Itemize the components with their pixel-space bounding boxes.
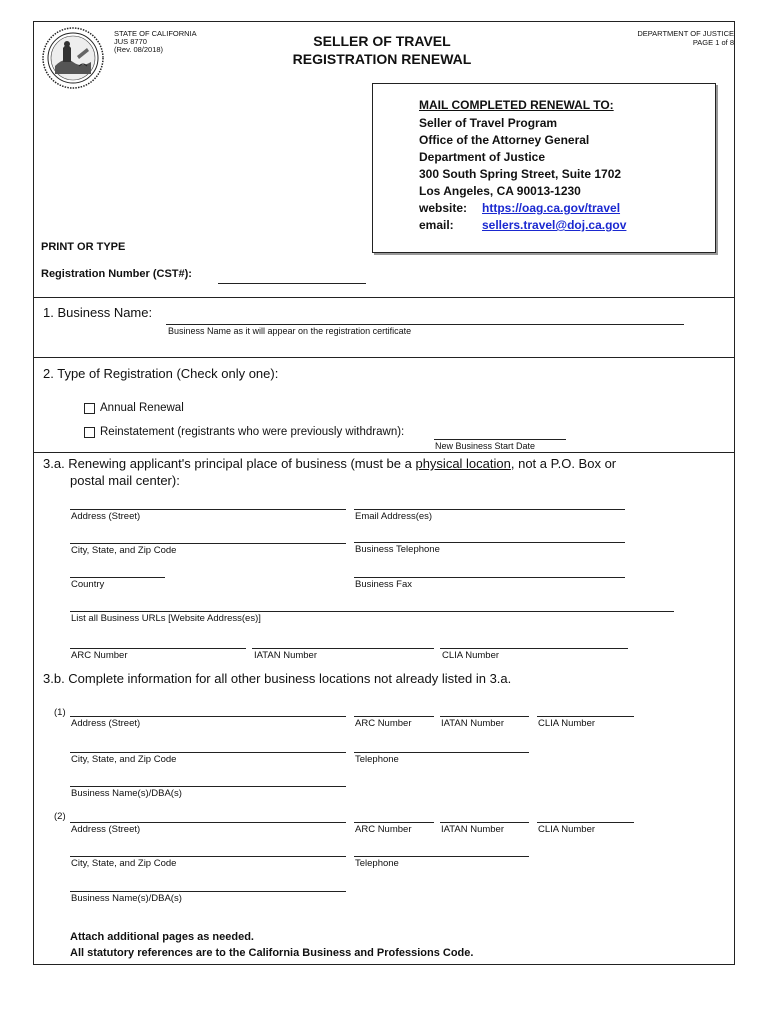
city-label: City, State, and Zip Code [71, 858, 177, 869]
fax-field[interactable] [354, 577, 625, 578]
address-label: Address (Street) [71, 824, 141, 835]
clia-field[interactable] [440, 648, 628, 649]
annual-renewal-label: Annual Renewal [100, 402, 184, 414]
section3a-title-post: , not a P.O. Box or [510, 456, 617, 471]
mail-heading: MAIL COMPLETED RENEWAL TO: [419, 98, 614, 112]
divider [33, 357, 735, 358]
section1-title: 1. Business Name: [43, 305, 153, 320]
dba-field[interactable] [70, 891, 346, 892]
registration-number-label: Registration Number (CST#): [41, 268, 192, 280]
page-number: PAGE 1 of 8 [692, 38, 734, 47]
dba-label: Business Name(s)/DBA(s) [71, 788, 182, 799]
telephone-label: Telephone [355, 858, 399, 869]
urls-label: List all Business URLs [Website Address(es)] [71, 613, 261, 624]
telephone-label: Business Telephone [355, 544, 440, 555]
registration-number-field[interactable] [218, 283, 366, 284]
address-field[interactable] [70, 509, 346, 510]
city-label: City, State, and Zip Code [71, 754, 177, 765]
footer-statutory-note: All statutory references are to the California Business and Professions Code. [70, 947, 474, 959]
physical-location-text: physical location [415, 456, 511, 471]
arc-field[interactable] [354, 822, 434, 823]
website-label: website: [419, 201, 468, 215]
city-label: City, State, and Zip Code [71, 545, 177, 556]
clia-field[interactable] [537, 716, 634, 717]
start-date-field[interactable] [434, 439, 566, 440]
city-field[interactable] [70, 856, 346, 857]
telephone-field[interactable] [354, 542, 625, 543]
form-number: JUS 8770 [114, 37, 147, 46]
department-label: DEPARTMENT OF JUSTICE [637, 29, 734, 38]
start-date-caption: New Business Start Date [435, 441, 536, 451]
address-field[interactable] [70, 716, 346, 717]
iatan-field[interactable] [252, 648, 434, 649]
clia-label: CLIA Number [538, 718, 596, 729]
iatan-field[interactable] [440, 822, 529, 823]
arc-label: ARC Number [355, 824, 412, 835]
clia-label: CLIA Number [442, 650, 500, 661]
arc-field[interactable] [70, 648, 246, 649]
revision-date: (Rev. 08/2018) [114, 45, 164, 54]
footer-attach-note: Attach additional pages as needed. [70, 931, 254, 943]
reinstatement-label: Reinstatement (registrants who were previously withdrawn): [100, 426, 405, 438]
country-field[interactable] [70, 577, 165, 578]
website-link[interactable]: https://oag.ca.gov/travel [482, 201, 621, 215]
city-field[interactable] [70, 752, 346, 753]
iatan-label: IATAN Number [254, 650, 317, 661]
print-or-type: PRINT OR TYPE [41, 241, 126, 253]
email-address-label: Email Address(es) [355, 511, 433, 522]
iatan-field[interactable] [440, 716, 529, 717]
clia-label: CLIA Number [538, 824, 596, 835]
mail-line: Office of the Attorney General [419, 133, 590, 147]
annual-renewal-checkbox[interactable] [84, 403, 95, 414]
section2-title: 2. Type of Registration (Check only one): [43, 366, 279, 381]
arc-label: ARC Number [355, 718, 412, 729]
mail-line: Seller of Travel Program [419, 116, 558, 130]
divider [33, 452, 735, 453]
telephone-label: Telephone [355, 754, 399, 765]
section3b-title: 3.b. Complete information for all other business locations not already listed in 3.a. [43, 671, 512, 686]
address-label: Address (Street) [71, 511, 141, 522]
state-label: STATE OF CALIFORNIA [114, 29, 197, 38]
fax-label: Business Fax [355, 579, 413, 590]
address-label: Address (Street) [71, 718, 141, 729]
telephone-field[interactable] [354, 752, 529, 753]
section3a-title-line2: postal mail center): [70, 473, 180, 488]
business-name-field[interactable] [166, 324, 684, 325]
iatan-label: IATAN Number [441, 718, 504, 729]
city-field[interactable] [70, 543, 346, 544]
mail-line: Los Angeles, CA 90013-1230 [419, 184, 581, 198]
mail-line: Department of Justice [419, 150, 546, 164]
location-number: (2) [54, 811, 66, 822]
email-link[interactable]: sellers.travel@doj.ca.gov [482, 218, 627, 232]
telephone-field[interactable] [354, 856, 529, 857]
address-field[interactable] [70, 822, 346, 823]
country-label: Country [71, 579, 105, 590]
dba-label: Business Name(s)/DBA(s) [71, 893, 182, 904]
email-label: email: [419, 218, 454, 232]
email-field[interactable] [354, 509, 625, 510]
dba-field[interactable] [70, 786, 346, 787]
divider [33, 297, 735, 298]
clia-field[interactable] [537, 822, 634, 823]
section3a-title-pre: 3.a. Renewing applicant's principal place of business (must be a [43, 456, 416, 471]
arc-field[interactable] [354, 716, 434, 717]
form-title: SELLER OF TRAVEL [313, 33, 451, 49]
location-number: (1) [54, 707, 66, 718]
iatan-label: IATAN Number [441, 824, 504, 835]
arc-label: ARC Number [71, 650, 128, 661]
section3a-title [43, 456, 616, 471]
business-name-caption: Business Name as it will appear on the registration certificate [168, 326, 412, 336]
urls-field[interactable] [70, 611, 674, 612]
mail-line: 300 South Spring Street, Suite 1702 [419, 167, 622, 181]
form-subtitle: REGISTRATION RENEWAL [292, 51, 472, 67]
reinstatement-checkbox[interactable] [84, 427, 95, 438]
